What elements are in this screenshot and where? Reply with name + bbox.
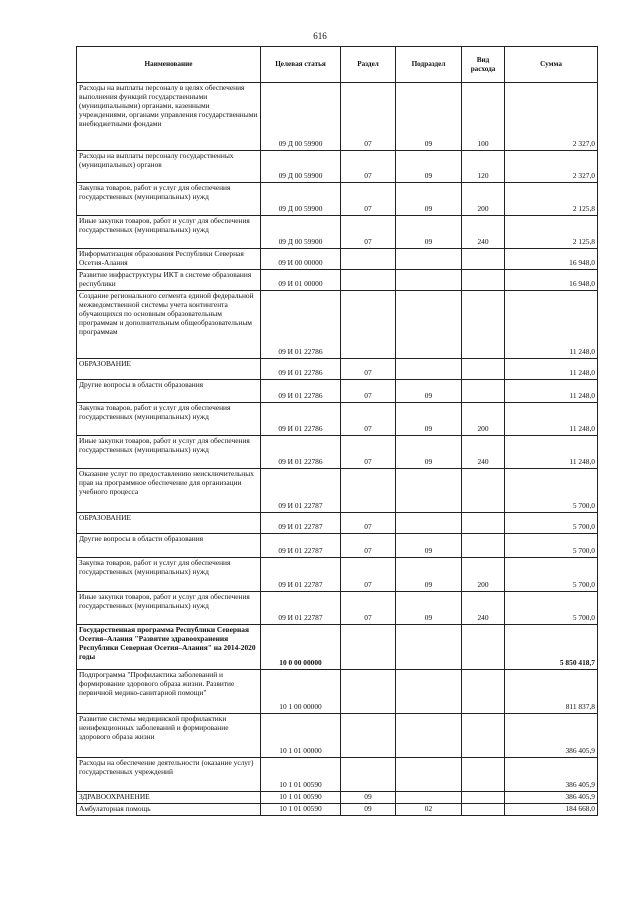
cell-expense-type [462,534,505,558]
cell-subsection: 09 [396,403,462,436]
cell-target-article: 10 1 01 00590 [261,804,341,816]
cell-subsection [396,249,462,270]
cell-name: Закупка товаров, работ и услуг для обеспечения государственных (муниципальных) нужд [77,183,261,216]
page-number: 616 [313,31,327,41]
cell-name: Развитие инфраструктуры ИКТ в системе образования республики [77,270,261,291]
cell-expense-type [462,469,505,513]
cell-subsection: 09 [396,83,462,151]
cell-sum: 11 248,0 [505,291,598,359]
cell-expense-type: 200 [462,403,505,436]
cell-section: 07 [341,183,396,216]
table-body [77,83,598,816]
cell-name: Иные закупки товаров, работ и услуг для обеспечения государственных (муниципальных) нужд [77,436,261,469]
cell-section: 07 [341,216,396,249]
cell-target-article: 09 И 01 22787 [261,534,341,558]
cell-sum: 2 327,0 [505,83,598,151]
cell-sum: 11 248,0 [505,403,598,436]
cell-name: Другие вопросы в области образования [77,534,261,558]
cell-target-article: 09 И 01 22786 [261,380,341,403]
cell-name: Расходы на обеспечение деятельности (оказание услуг) государственных учреждений [77,758,261,792]
cell-section: 07 [341,513,396,534]
cell-expense-type [462,380,505,403]
cell-name: Амбулаторная помощь [77,804,261,816]
cell-sum: 2 327,0 [505,151,598,183]
cell-target-article: 10 1 01 00590 [261,792,341,804]
cell-target-article: 09 И 01 22786 [261,359,341,380]
cell-subsection [396,670,462,714]
cell-subsection [396,270,462,291]
table-row [77,249,598,270]
cell-subsection: 09 [396,436,462,469]
cell-target-article: 09 Д 00 59900 [261,83,341,151]
cell-target-article: 09 И 01 22786 [261,291,341,359]
cell-subsection: 09 [396,216,462,249]
cell-target-article: 10 1 01 00590 [261,758,341,792]
cell-sum: 2 125,8 [505,183,598,216]
cell-target-article: 09 И 01 22786 [261,436,341,469]
cell-target-article: 09 И 01 22787 [261,558,341,592]
table-row [77,436,598,469]
table-row [77,670,598,714]
table-row [77,183,598,216]
cell-section [341,670,396,714]
cell-section: 09 [341,792,396,804]
cell-sum: 16 948,0 [505,270,598,291]
cell-section: 07 [341,558,396,592]
cell-sum: 5 700,0 [505,513,598,534]
cell-target-article: 10 1 01 00000 [261,714,341,758]
table-row [77,625,598,670]
cell-target-article: 09 И 01 00000 [261,270,341,291]
cell-subsection [396,714,462,758]
cell-section: 07 [341,534,396,558]
cell-section: 09 [341,804,396,816]
cell-expense-type: 240 [462,216,505,249]
cell-target-article: 09 И 01 22787 [261,513,341,534]
header-sum: Сумма [505,47,598,83]
cell-target-article: 09 И 01 22787 [261,469,341,513]
cell-sum: 386 405,9 [505,714,598,758]
cell-name: ЗДРАВООХРАНЕНИЕ [77,792,261,804]
cell-name: Подпрограмма "Профилактика заболеваний и формирование здорового образа жизни. Развитие первичной медико-санитарной помощи" [77,670,261,714]
table-row [77,270,598,291]
cell-subsection [396,469,462,513]
cell-section: 07 [341,436,396,469]
cell-sum: 811 837,8 [505,670,598,714]
cell-target-article: 09 Д 00 59900 [261,216,341,249]
cell-name: ОБРАЗОВАНИЕ [77,513,261,534]
cell-section: 07 [341,380,396,403]
cell-target-article: 09 Д 00 59900 [261,151,341,183]
cell-sum: 5 700,0 [505,469,598,513]
cell-target-article: 09 И 00 00000 [261,249,341,270]
table-row [77,403,598,436]
cell-name: Закупка товаров, работ и услуг для обеспечения государственных (муниципальных) нужд [77,558,261,592]
cell-sum: 16 948,0 [505,249,598,270]
cell-name: Оказание услуг по предоставлению неисключительных прав на программное обеспечение для организации учебного процесса [77,469,261,513]
cell-expense-type [462,291,505,359]
cell-expense-type: 120 [462,151,505,183]
cell-section [341,625,396,670]
cell-expense-type: 200 [462,183,505,216]
cell-expense-type [462,670,505,714]
cell-expense-type: 100 [462,83,505,151]
cell-section [341,469,396,513]
budget-table [76,46,598,816]
cell-name: Создание регионального сегмента единой федеральной межведомственной системы учета контингента обучающихся по основным образовательным программам и дополнительным общеобразовательным программам [77,291,261,359]
cell-subsection [396,625,462,670]
cell-section: 07 [341,592,396,625]
cell-section [341,291,396,359]
cell-name: Информатизация образования Республики Северная Осетия-Алания [77,249,261,270]
header-subsection: Подраздел [396,47,462,83]
cell-name: Иные закупки товаров, работ и услуг для обеспечения государственных (муниципальных) нужд [77,216,261,249]
cell-subsection: 09 [396,183,462,216]
cell-subsection [396,792,462,804]
table-row [77,714,598,758]
cell-name: Другие вопросы в области образования [77,380,261,403]
cell-name: Государственная программа Республики Северная Осетия–Алания "Развитие здравоохранения Республики Северная Осетия–Алания" на 2014-2020 годы [77,625,261,670]
cell-expense-type [462,714,505,758]
cell-target-article: 10 0 00 00000 [261,625,341,670]
cell-expense-type: 240 [462,436,505,469]
table-row [77,216,598,249]
cell-expense-type [462,792,505,804]
cell-sum: 386 405,9 [505,758,598,792]
table-row [77,469,598,513]
cell-subsection: 09 [396,558,462,592]
cell-name: Закупка товаров, работ и услуг для обеспечения государственных (муниципальных) нужд [77,403,261,436]
header-section: Раздел [341,47,396,83]
cell-sum: 5 850 418,7 [505,625,598,670]
cell-name: ОБРАЗОВАНИЕ [77,359,261,380]
cell-sum: 2 125,8 [505,216,598,249]
table-row [77,758,598,792]
table-row [77,151,598,183]
cell-section [341,758,396,792]
cell-section: 07 [341,151,396,183]
cell-section: 07 [341,403,396,436]
table-header-row [77,47,598,83]
table-row [77,592,598,625]
header-expense-type: Вид расхода [462,47,505,83]
cell-subsection: 02 [396,804,462,816]
cell-subsection: 09 [396,380,462,403]
cell-name: Иные закупки товаров, работ и услуг для обеспечения государственных (муниципальных) нужд [77,592,261,625]
table-row [77,291,598,359]
table-row [77,83,598,151]
cell-subsection: 09 [396,534,462,558]
cell-subsection: 09 [396,592,462,625]
cell-expense-type [462,249,505,270]
cell-expense-type [462,513,505,534]
cell-subsection [396,513,462,534]
cell-subsection [396,758,462,792]
cell-expense-type [462,270,505,291]
cell-target-article: 09 И 01 22787 [261,592,341,625]
cell-sum: 5 700,0 [505,534,598,558]
cell-sum: 11 248,0 [505,359,598,380]
cell-sum: 11 248,0 [505,436,598,469]
table-row [77,513,598,534]
cell-section: 07 [341,83,396,151]
cell-target-article: 09 Д 00 59900 [261,183,341,216]
cell-name: Расходы на выплаты персоналу государственных (муниципальных) органов [77,151,261,183]
cell-target-article: 09 И 01 22786 [261,403,341,436]
table-row [77,558,598,592]
cell-sum: 11 248,0 [505,380,598,403]
cell-sum: 5 700,0 [505,592,598,625]
cell-subsection [396,291,462,359]
cell-section [341,249,396,270]
cell-expense-type: 200 [462,558,505,592]
cell-expense-type [462,359,505,380]
table-row [77,804,598,816]
table-row [77,359,598,380]
table-row [77,792,598,804]
cell-name: Развитие системы медицинской профилактики неинфекционных заболеваний и формирование здорового образа жизни [77,714,261,758]
header-name: Наименование [77,47,261,83]
cell-sum: 386 405,9 [505,792,598,804]
header-target-article: Целевая статья [261,47,341,83]
cell-sum: 184 668,0 [505,804,598,816]
cell-expense-type [462,625,505,670]
cell-subsection [396,359,462,380]
cell-subsection: 09 [396,151,462,183]
cell-sum: 5 700,0 [505,558,598,592]
cell-target-article: 10 1 00 00000 [261,670,341,714]
cell-section [341,714,396,758]
cell-name: Расходы на выплаты персоналу в целях обеспечения выполнения функций государственными (муниципальными) органами, казенными учреждениями, органами управления государственными внебюджетными фондами [77,83,261,151]
cell-expense-type [462,804,505,816]
table-row [77,534,598,558]
cell-section [341,270,396,291]
cell-expense-type [462,758,505,792]
cell-section: 07 [341,359,396,380]
cell-expense-type: 240 [462,592,505,625]
table-row [77,380,598,403]
